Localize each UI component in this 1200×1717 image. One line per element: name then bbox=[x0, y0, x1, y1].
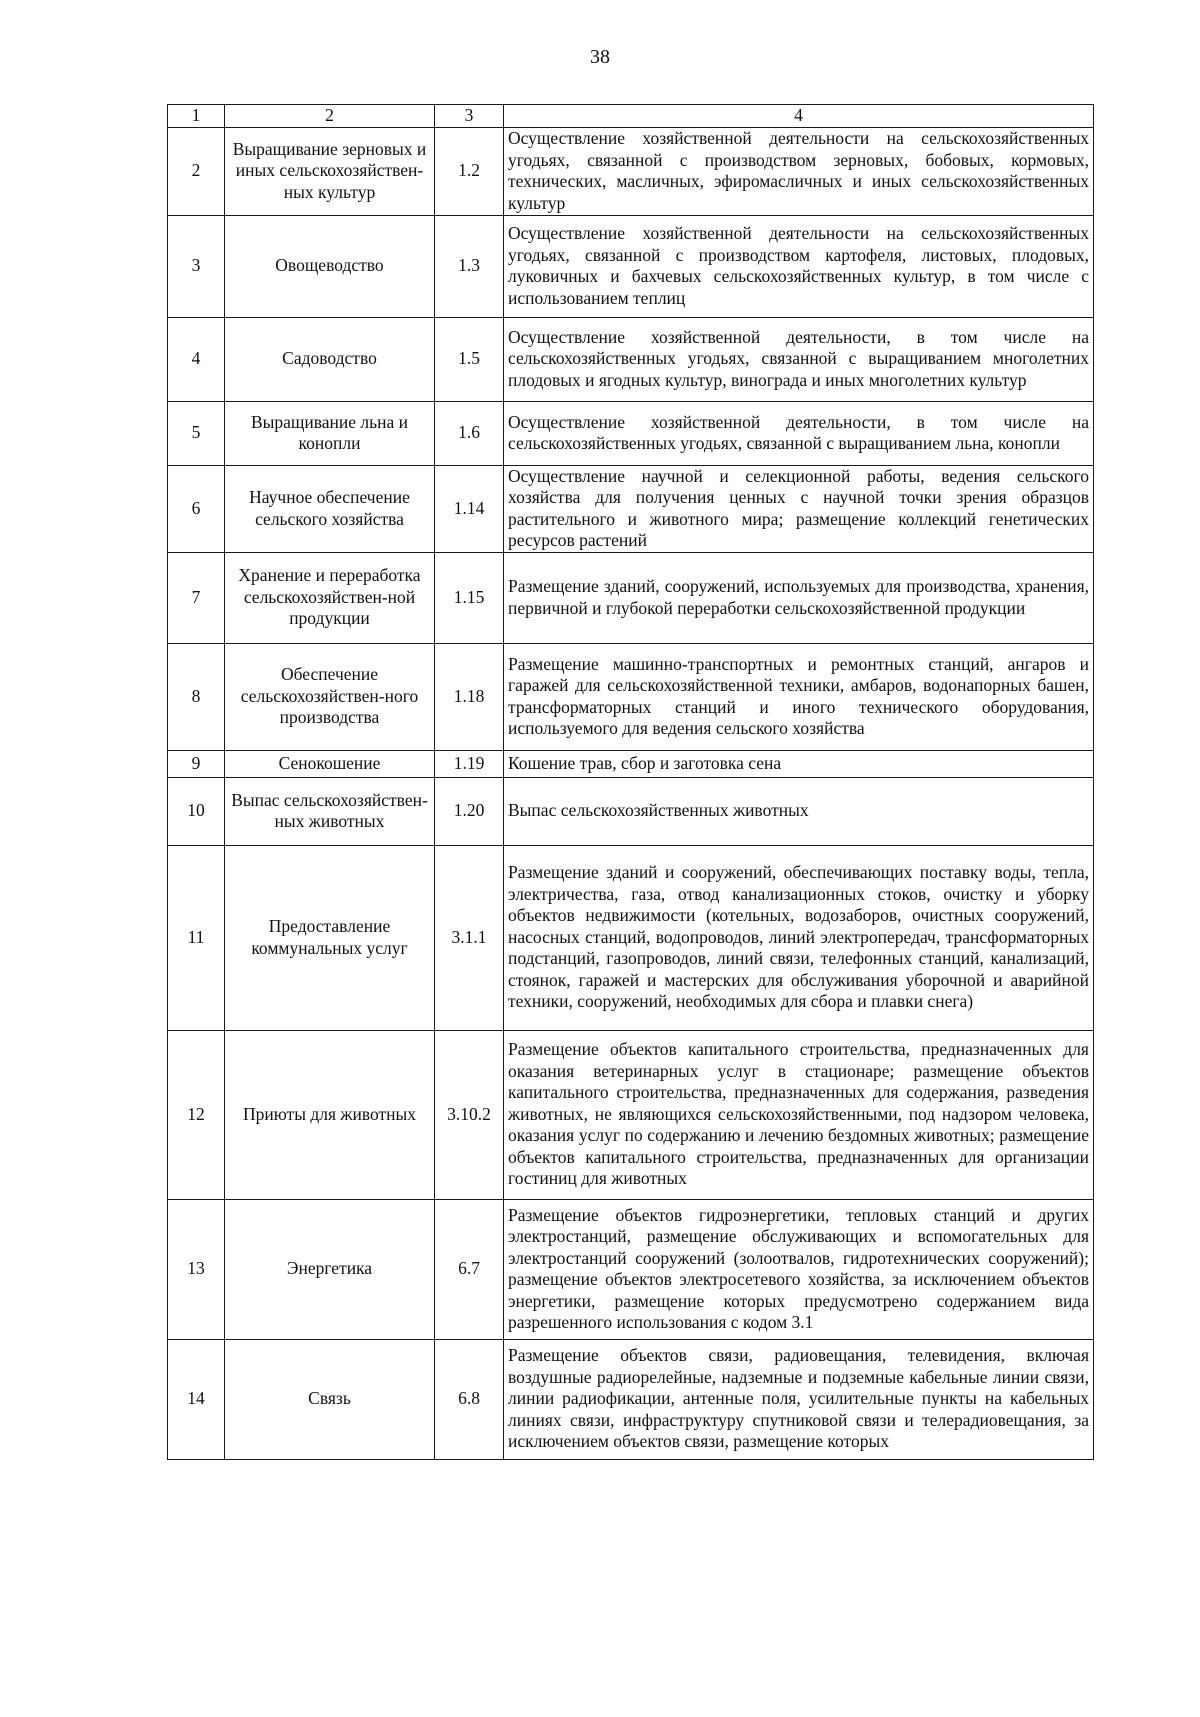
header-cell-4: 4 bbox=[504, 105, 1094, 128]
row-number-cell: 7 bbox=[168, 552, 225, 643]
table-row bbox=[168, 777, 1094, 845]
land-use-type-cell: Овощеводство bbox=[225, 215, 435, 317]
table-row bbox=[168, 465, 1094, 552]
land-use-type-cell: Хранение и переработка сельскохозяйствен-ной продукции bbox=[225, 552, 435, 643]
land-use-code-cell: 1.15 bbox=[435, 552, 504, 643]
land-use-code-cell: 1.3 bbox=[435, 215, 504, 317]
table-row bbox=[168, 552, 1094, 643]
table-row bbox=[168, 127, 1094, 215]
land-use-code-cell: 1.5 bbox=[435, 317, 504, 401]
land-use-table bbox=[167, 104, 1094, 1460]
land-use-type-cell: Предоставление коммунальных услуг bbox=[225, 845, 435, 1030]
table-row bbox=[168, 215, 1094, 317]
land-use-description-cell: Осуществление хозяйственной деятельности, в том числе на сельскохозяйственных угодьях, связанной с выращиванием многолетних плодовых и ягодных культур, винограда и иных многолетних культур bbox=[504, 317, 1094, 401]
land-use-code-cell: 3.10.2 bbox=[435, 1030, 504, 1199]
row-number-cell: 13 bbox=[168, 1199, 225, 1339]
row-number-cell: 2 bbox=[168, 127, 225, 215]
row-number-cell: 5 bbox=[168, 401, 225, 465]
header-cell-2: 2 bbox=[225, 105, 435, 128]
row-number-cell: 6 bbox=[168, 465, 225, 552]
land-use-type-cell: Выпас сельскохозяйствен-ных животных bbox=[225, 777, 435, 845]
table-row bbox=[168, 1199, 1094, 1339]
row-number-cell: 11 bbox=[168, 845, 225, 1030]
land-use-type-cell: Садоводство bbox=[225, 317, 435, 401]
row-number-cell: 14 bbox=[168, 1339, 225, 1459]
land-use-description-cell: Выпас сельскохозяйственных животных bbox=[504, 777, 1094, 845]
land-use-description-cell: Размещение объектов гидроэнергетики, тепловых станций и других электростанций, размещение обслуживающих и вспомогательных для электростанций сооружений (золоотвалов, гидротехнических сооружений); размещение объектов электросетевого хозяйства, за исключением объектов энергетики, размещение которых предусмотрено содержанием вида разрешенного использования с кодом 3.1 bbox=[504, 1199, 1094, 1339]
table-row bbox=[168, 401, 1094, 465]
land-use-description-cell: Размещение объектов капитального строительства, предназначенных для оказания ветеринарных услуг в стационаре; размещение объектов капитального строительства, предназначенных для содержания, разведения животных, не являющихся сельскохозяйственными, под надзором человека, оказания услуг по содержанию и лечению бездомных животных; размещение объектов капитального строительства, предназначенных для организации гостиниц для животных bbox=[504, 1030, 1094, 1199]
land-use-type-cell: Связь bbox=[225, 1339, 435, 1459]
land-use-description-cell: Размещение объектов связи, радиовещания, телевидения, включая воздушные радиорелейные, надземные и подземные кабельные линии связи, линии радиофикации, антенные поля, усилительные пункты на кабельных линиях связи, инфраструктуру спутниковой связи и телерадиовещания, за исключением объектов связи, размещение которых bbox=[504, 1339, 1094, 1459]
row-number-cell: 12 bbox=[168, 1030, 225, 1199]
land-use-description-cell: Размещение машинно-транспортных и ремонтных станций, ангаров и гаражей для сельскохозяйственной техники, амбаров, водонапорных башен, трансформаторных станций и иного технического оборудования, используемого для ведения сельского хозяйства bbox=[504, 643, 1094, 750]
land-use-code-cell: 1.14 bbox=[435, 465, 504, 552]
table-header-row bbox=[168, 105, 1094, 128]
land-use-type-cell: Выращивание зерновых и иных сельскохозяйствен-ных культур bbox=[225, 127, 435, 215]
land-use-code-cell: 1.6 bbox=[435, 401, 504, 465]
land-use-type-cell: Научное обеспечение сельского хозяйства bbox=[225, 465, 435, 552]
land-use-description-cell: Осуществление хозяйственной деятельности на сельскохозяйственных угодьях, связанной с производством зерновых, бобовых, кормовых, технических, масличных, эфиромасличных и иных сельскохозяйственных культур bbox=[504, 127, 1094, 215]
table-row bbox=[168, 317, 1094, 401]
land-use-type-cell: Выращивание льна и конопли bbox=[225, 401, 435, 465]
land-use-code-cell: 6.7 bbox=[435, 1199, 504, 1339]
table-row bbox=[168, 1339, 1094, 1459]
land-use-description-cell: Осуществление хозяйственной деятельности на сельскохозяйственных угодьях, связанной с производством картофеля, листовых, плодовых, луковичных и бахчевых сельскохозяйственных культур, в том числе с использованием теплиц bbox=[504, 215, 1094, 317]
land-use-type-cell: Энергетика bbox=[225, 1199, 435, 1339]
land-use-description-cell: Осуществление научной и селекционной работы, ведения сельского хозяйства для получения ценных с научной точки зрения образцов растительного и животного мира; размещение коллекций генетических ресурсов растений bbox=[504, 465, 1094, 552]
table-row bbox=[168, 750, 1094, 777]
page-number: 38 bbox=[590, 46, 610, 68]
row-number-cell: 4 bbox=[168, 317, 225, 401]
land-use-type-cell: Приюты для животных bbox=[225, 1030, 435, 1199]
table-row bbox=[168, 845, 1094, 1030]
land-use-description-cell: Размещение зданий и сооружений, обеспечивающих поставку воды, тепла, электричества, газа, отвод канализационных стоков, очистку и уборку объектов недвижимости (котельных, водозаборов, очистных сооружений, насосных станций, водопроводов, линий электропередач, трансформаторных подстанций, газопроводов, линий связи, телефонных станций, канализаций, стоянок, гаражей и мастерских для обслуживания уборочной и аварийной техники, сооружений, необходимых для сбора и плавки снега) bbox=[504, 845, 1094, 1030]
land-use-type-cell: Обеспечение сельскохозяйствен-ного производства bbox=[225, 643, 435, 750]
header-cell-3: 3 bbox=[435, 105, 504, 128]
row-number-cell: 8 bbox=[168, 643, 225, 750]
land-use-code-cell: 6.8 bbox=[435, 1339, 504, 1459]
land-use-code-cell: 1.20 bbox=[435, 777, 504, 845]
table-row bbox=[168, 643, 1094, 750]
land-use-description-cell: Осуществление хозяйственной деятельности, в том числе на сельскохозяйственных угодьях, связанной с выращиванием льна, конопли bbox=[504, 401, 1094, 465]
land-use-code-cell: 1.2 bbox=[435, 127, 504, 215]
land-use-code-cell: 1.18 bbox=[435, 643, 504, 750]
table-row bbox=[168, 1030, 1094, 1199]
row-number-cell: 10 bbox=[168, 777, 225, 845]
land-use-description-cell: Кошение трав, сбор и заготовка сена bbox=[504, 750, 1094, 777]
land-use-code-cell: 1.19 bbox=[435, 750, 504, 777]
land-use-type-cell: Сенокошение bbox=[225, 750, 435, 777]
header-cell-1: 1 bbox=[168, 105, 225, 128]
row-number-cell: 3 bbox=[168, 215, 225, 317]
row-number-cell: 9 bbox=[168, 750, 225, 777]
land-use-code-cell: 3.1.1 bbox=[435, 845, 504, 1030]
land-use-description-cell: Размещение зданий, сооружений, используемых для производства, хранения, первичной и глубокой переработки сельскохозяйственной продукции bbox=[504, 552, 1094, 643]
